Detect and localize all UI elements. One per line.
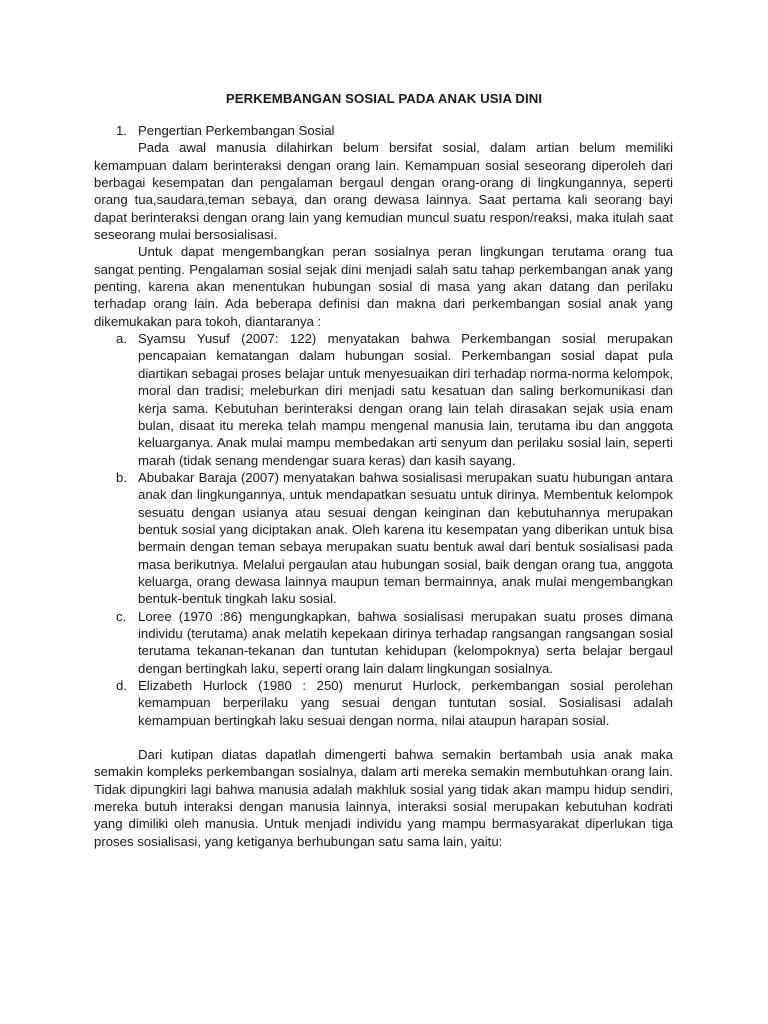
list-item (94, 330, 673, 469)
list-marker: d. (116, 678, 127, 693)
list-marker: a. (116, 331, 127, 347)
list-marker: b. (116, 469, 127, 485)
section-number: 1. (116, 123, 127, 138)
list-marker: c. (116, 608, 127, 624)
list-item-text: Abubakar Baraja (2007) menyatakan bahwa sosialisasi merupakan suatu hubungan antara anak dan lingkungannya, untuk mendapatkan sesuatu untuk dirinya. Membentuk kelompok sesuatu dengan usianya atau sesuai dengan keinginan dan kebutuhannya merupakan bentuk sosial yang diciptakan anak. Oleh karena itu kesempatan yang diberikan untuk bisa bermain dengan teman sebaya merupakan suatu bentuk awal dari bentuk sosialisasi pada masa berikutnya. Melalui pergaulan atau hubungan sosial, baik dengan orang tua, anggota keluarga, orang dewasa lainnya maupun teman bermainnya, anak mulai mengembangkan bentuk-bentuk tingkah laku sosial. (138, 469, 673, 607)
list-item-text: Loree (1970 :86) mengungkapkan, bahwa sosialisasi merupakan suatu proses dimana individu (terutama) anak melatih kepekaan dirinya terhadap rangsangan rangsangan sosial terutama tekanan-tekanan dan tuntutan kehidupan (kelompoknya) serta belajar bergaul dengan bertingkah laku, seperti orang lain dalam lingkungan sosialnya. (138, 608, 673, 676)
paragraph-role: Untuk dapat mengembangkan peran sosialnya peran lingkungan terutama orang tua sangat penting. Pengalaman sosial sejak dini menjadi salah satu tahap perkembangan anak yang penting, karena akan menentukan hubungan sosial di masa yang akan datang dan perilaku terhadap orang lain. Ada beberapa definisi dan makna dari perkembangan sosial anak yang dikemukakan para tokoh, diantaranya : (94, 244, 673, 329)
definitions-list (94, 330, 673, 729)
paragraph-intro: Pada awal manusia dilahirkan belum bersifat sosial, dalam artian belum memiliki kemampuan dalam berinteraksi dengan orang lain. Kemampuan sosial seseorang diperoleh dari berbagai kesempatan dan pengalaman bergaul dengan orang-orang di lingkungannya, seperti orang tua,saudara,teman sebaya, dan orang dewasa lainnya. Saat pertama kali seorang bayi dapat berinteraksi dengan orang lain yang kemudian muncul suatu respon/reaksi, maka itulah saat seseorang mulai bersosialisasi. (94, 140, 673, 243)
paragraph-conclusion: Dari kutipan diatas dapatlah dimengerti bahwa semakin bertambah usia anak maka semakin kompleks perkembangan sosialnya, dalam arti mereka semakin membutuhkan orang lain. Tidak dipungkiri lagi bahwa manusia adalah makhluk sosial yang tidak akan mampu hidup sendiri, mereka butuh interaksi dengan manusia lainnya, interaksi sosial merupakan kebutuhan kodrati yang dimiliki oleh manusia. Untuk menjadi individu yang mampu bermasyarakat diperlukan tiga proses sosialisasi, yang ketiganya berhubungan satu sama lain, yaitu: (94, 747, 673, 849)
section-heading (94, 122, 673, 139)
list-item (94, 677, 673, 729)
paragraph-spacer (94, 729, 673, 746)
list-item-text: Syamsu Yusuf (2007: 122) menyatakan bahwa Perkembangan sosial merupakan pencapaian kematangan dalam hubungan sosial. Perkembangan sosial dapat pula diartikan sebagai proses belajar untuk menyesuaikan diri terhadap norma-norma kelompok, moral dan tradisi; meleburkan diri menjadi satu kesatuan dan saling berkomunikasi dan kerja sama. Kebutuhan berinteraksi dengan orang lain telah dirasakan sejak usia enam bulan, disaat itu mereka telah mampu mengenal manusia lain, terutama ibu dan anggota keluarganya. Anak mulai mampu membedakan arti senyum dan perilaku sosial lain, seperti marah (tidak senang mendengar suara keras) dan kasih sayang. (138, 331, 673, 468)
list-item (94, 469, 673, 608)
section-heading-text: Pengertian Perkembangan Sosial (138, 123, 335, 138)
list-item-text: Elizabeth Hurlock (1980 : 250) menurut Hurlock, perkembangan sosial perolehan kemampuan berperilaku yang sesuai dengan tuntutan sosial. Sosialisasi adalah kemampuan bertingkah laku sesuai dengan norma, nilai ataupun harapan sosial. (138, 678, 673, 728)
list-item (94, 608, 673, 677)
document-body (94, 122, 673, 850)
document-title: PERKEMBANGAN SOSIAL PADA ANAK USIA DINI (225, 91, 543, 106)
